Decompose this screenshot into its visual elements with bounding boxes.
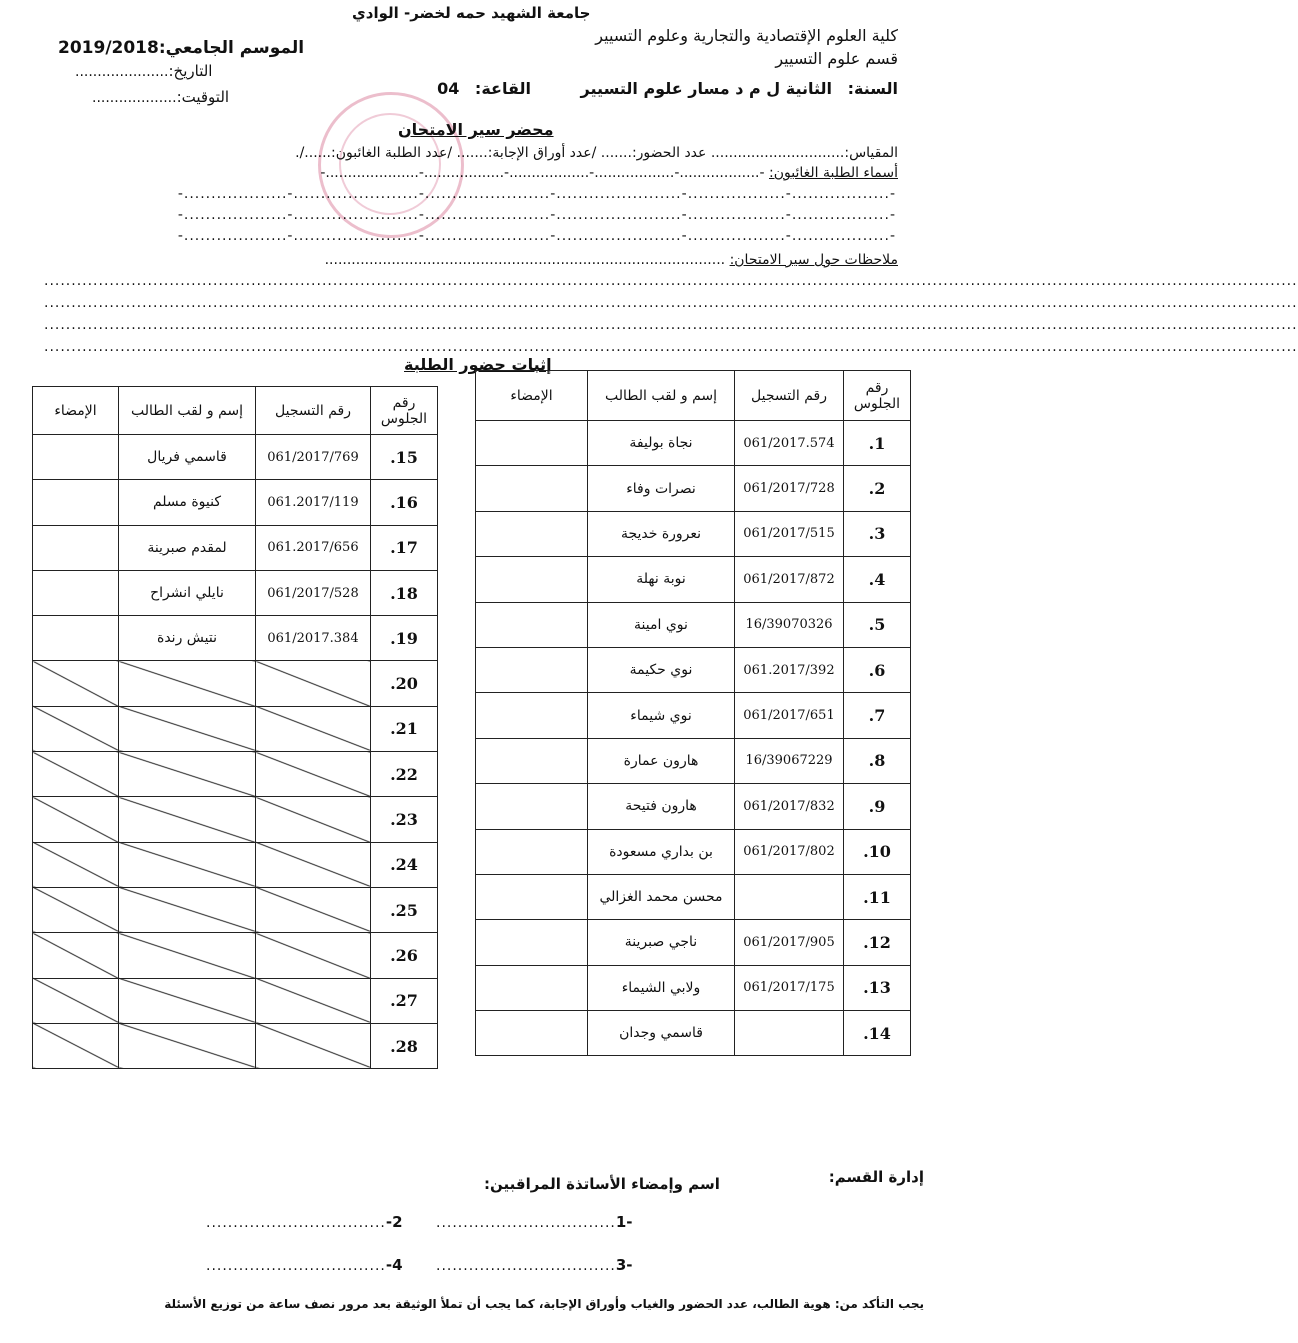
signature-cell[interactable] [33,570,119,615]
department-name: قسم علوم التسيير [775,49,898,68]
table-row [476,920,911,965]
registration-cell [256,661,371,706]
signature-cell[interactable] [476,920,588,965]
col-reg: رقم التسجيل [735,371,844,421]
seat-cell: 3. [844,511,911,556]
signature-cell[interactable] [476,784,588,829]
student-name-cell: ولابي الشيماء [588,965,735,1010]
signature-cell[interactable] [476,466,588,511]
registration-cell: 061/2017/872 [735,557,844,602]
table-row [476,965,911,1010]
registration-cell: 061/2017/769 [256,435,371,480]
col-signature: الإمضاء [476,371,588,421]
notes-line: ملاحظات حول سير الامتحان: .......................................................................................... [324,252,898,268]
signature-cell[interactable] [476,874,588,919]
student-name-cell: نوي امينة [588,602,735,647]
signature-cell[interactable] [476,738,588,783]
table-row [476,1011,911,1056]
table-row [476,466,911,511]
table-row [476,874,911,919]
signature-cell[interactable] [33,661,119,706]
table-row [33,616,438,661]
seat-cell: 20. [371,661,438,706]
seat-cell: 5. [844,602,911,647]
registration-cell [256,752,371,797]
student-name-cell: نتيش رندة [119,616,256,661]
seat-cell: 28. [371,1023,438,1068]
student-name-cell: كنيوة مسلم [119,480,256,525]
registration-cell [256,978,371,1023]
seat-cell: 22. [371,752,438,797]
registration-cell: 16/39070326 [735,602,844,647]
seat-cell: 17. [371,525,438,570]
col-seat: رقم الجلوس [371,387,438,435]
signature-cell[interactable] [476,965,588,1010]
dotted-line: ...................................................................................................................................................................................................................................... [44,339,1298,355]
attendance-table-right [475,370,911,1056]
student-name-cell: محسن محمد الغزالي [588,874,735,919]
col-name: إسم و لقب الطالب [119,387,256,435]
table-row [33,887,438,932]
student-name-cell: هارون فتيحة [588,784,735,829]
registration-cell [256,842,371,887]
signature-cell[interactable] [33,435,119,480]
date-field: التاريخ:..................... [75,62,213,80]
student-name-cell: نوي حكيمة [588,647,735,692]
table-row [33,480,438,525]
table-row [476,557,911,602]
footer-note: يجب التأكد من: هوية الطالب، عدد الحضور والغياب وأوراق الإجابة، كما يجب أن تملأ الوثيقة بعد مرور نصف ساعة من توزيع الأسئلة [164,1297,924,1311]
seat-cell: 10. [844,829,911,874]
registration-cell: 061/2017/905 [735,920,844,965]
seat-cell: 4. [844,557,911,602]
table-row [476,738,911,783]
student-name-cell: ناجي صبرينة [588,920,735,965]
student-name-cell [119,978,256,1023]
signature-cell[interactable] [33,525,119,570]
seat-cell: 24. [371,842,438,887]
signature-cell[interactable] [476,511,588,556]
registration-cell [256,706,371,751]
seat-cell: 11. [844,874,911,919]
seat-cell: 9. [844,784,911,829]
signature-cell[interactable] [476,647,588,692]
col-seat: رقم الجلوس [844,371,911,421]
registration-cell [735,1011,844,1056]
student-name-cell: نايلي انشراح [119,570,256,615]
dotted-line: ...................................................................................................................................................................................................................................... [44,273,1298,289]
registration-cell: 061/2017/651 [735,693,844,738]
signature-line-2: .................................-2 [206,1213,403,1231]
student-name-cell: لمقدم صبرينة [119,525,256,570]
registration-cell: 061/2017/832 [735,784,844,829]
dotted-line: -...................-.......................-.......................-.......................-..................-..................- [177,186,896,202]
table-row [476,784,911,829]
student-name-cell: قاسمي وجدان [588,1011,735,1056]
signature-cell[interactable] [33,797,119,842]
signature-cell[interactable] [476,693,588,738]
registration-cell [256,933,371,978]
registration-cell: 061/2017/728 [735,466,844,511]
registration-cell: 061.2017/656 [256,525,371,570]
seat-cell: 2. [844,466,911,511]
table-row [476,693,911,738]
student-name-cell [119,933,256,978]
registration-cell [256,797,371,842]
student-name-cell [119,842,256,887]
seat-cell: 12. [844,920,911,965]
student-name-cell: نصرات وفاء [588,466,735,511]
absent-names-line: أسماء الطلبة الغائبون: -..................-..................-..................-..................-.....................- [320,165,898,181]
signature-line-3: .................................3- [436,1256,633,1274]
seat-cell: 13. [844,965,911,1010]
table-row [476,602,911,647]
seat-cell: 19. [371,616,438,661]
table-row [33,435,438,480]
seat-cell: 1. [844,421,911,466]
signature-cell[interactable] [476,829,588,874]
signature-cell[interactable] [476,557,588,602]
signature-cell[interactable] [476,421,588,466]
col-name: إسم و لقب الطالب [588,371,735,421]
dotted-line: -...................-.......................-.......................-.......................-..................-..................- [177,207,896,223]
table-row [33,1023,438,1068]
signature-line-4: .................................-4 [206,1256,403,1274]
supervisors-label: اسم وإمضاء الأساتذة المراقبين: [484,1175,720,1193]
signature-cell[interactable] [33,978,119,1023]
seat-cell: 27. [371,978,438,1023]
seat-cell: 7. [844,693,911,738]
student-name-cell [119,706,256,751]
department-admin: إدارة القسم: [828,1168,924,1186]
registration-cell: 061/2017/175 [735,965,844,1010]
seat-cell: 23. [371,797,438,842]
table-row [33,752,438,797]
registration-cell: 061/2017/528 [256,570,371,615]
table-row [476,421,911,466]
registration-cell [735,874,844,919]
student-name-cell: نعرورة خديجة [588,511,735,556]
seat-cell: 6. [844,647,911,692]
seat-cell: 26. [371,933,438,978]
level-line: السنة: الثانية ل م د مسار علوم التسيير القاعة: 04 [437,79,898,98]
student-name-cell: نوبة نهلة [588,557,735,602]
table-row [33,570,438,615]
student-name-cell: نجاة بوليفة [588,421,735,466]
dotted-line: ...................................................................................................................................................................................................................................... [44,295,1298,311]
dotted-line: -...................-.......................-.......................-.......................-..................-..................- [177,228,896,244]
table-row [33,525,438,570]
time-field: التوقيت:................... [92,88,230,106]
seat-cell: 8. [844,738,911,783]
signature-cell[interactable] [476,1011,588,1056]
seat-cell: 16. [371,480,438,525]
faculty-name: كلية العلوم الإقتصادية والتجارية وعلوم التسيير [595,26,898,45]
registration-cell: 061/2017/515 [735,511,844,556]
signature-line-1: .................................1- [436,1213,633,1231]
student-name-cell [119,797,256,842]
table-row [476,511,911,556]
seat-cell: 14. [844,1011,911,1056]
seat-cell: 25. [371,887,438,932]
student-name-cell [119,752,256,797]
signature-cell[interactable] [33,706,119,751]
table-row [33,661,438,706]
table-row [476,647,911,692]
registration-cell: 061.2017/119 [256,480,371,525]
seat-cell: 18. [371,570,438,615]
table-row [33,706,438,751]
registration-cell: 16/39067229 [735,738,844,783]
signature-cell[interactable] [33,616,119,661]
signature-cell[interactable] [33,842,119,887]
signature-cell[interactable] [33,933,119,978]
report-title: محضر سير الامتحان [398,120,554,139]
col-signature: الإمضاء [33,387,119,435]
university-name: جامعة الشهيد حمه لخضر- الوادي [352,4,591,22]
signature-cell[interactable] [33,480,119,525]
registration-cell: 061/2017/802 [735,829,844,874]
exam-info-line: المقياس:.............................. عدد الحضور:....... /عدد أوراق الإجابة:....... /عدد الطلبة الغائبون:....../. [295,145,898,161]
registration-cell: 061/2017.574 [735,421,844,466]
attendance-table-left [32,386,438,1069]
seat-cell: 15. [371,435,438,480]
dotted-line: ...................................................................................................................................................................................................................................... [44,317,1298,333]
signature-cell[interactable] [476,602,588,647]
table-row [33,842,438,887]
student-name-cell [119,661,256,706]
signature-cell[interactable] [33,1023,119,1068]
registration-cell: 061.2017/392 [735,647,844,692]
student-name-cell [119,1023,256,1068]
attendance-title: إثبات حضور الطلبة [404,355,552,374]
table-row [476,829,911,874]
table-row [33,797,438,842]
registration-cell: 061/2017.384 [256,616,371,661]
student-name-cell [119,887,256,932]
student-name-cell: هارون عمارة [588,738,735,783]
table-row [33,933,438,978]
col-reg: رقم التسجيل [256,387,371,435]
seat-cell: 21. [371,706,438,751]
table-row [33,978,438,1023]
registration-cell [256,1023,371,1068]
academic-season: الموسم الجامعي:2019/2018 [58,38,305,58]
student-name-cell: نوي شيماء [588,693,735,738]
registration-cell [256,887,371,932]
student-name-cell: قاسمي فريال [119,435,256,480]
signature-cell[interactable] [33,752,119,797]
student-name-cell: بن بداري مسعودة [588,829,735,874]
signature-cell[interactable] [33,887,119,932]
